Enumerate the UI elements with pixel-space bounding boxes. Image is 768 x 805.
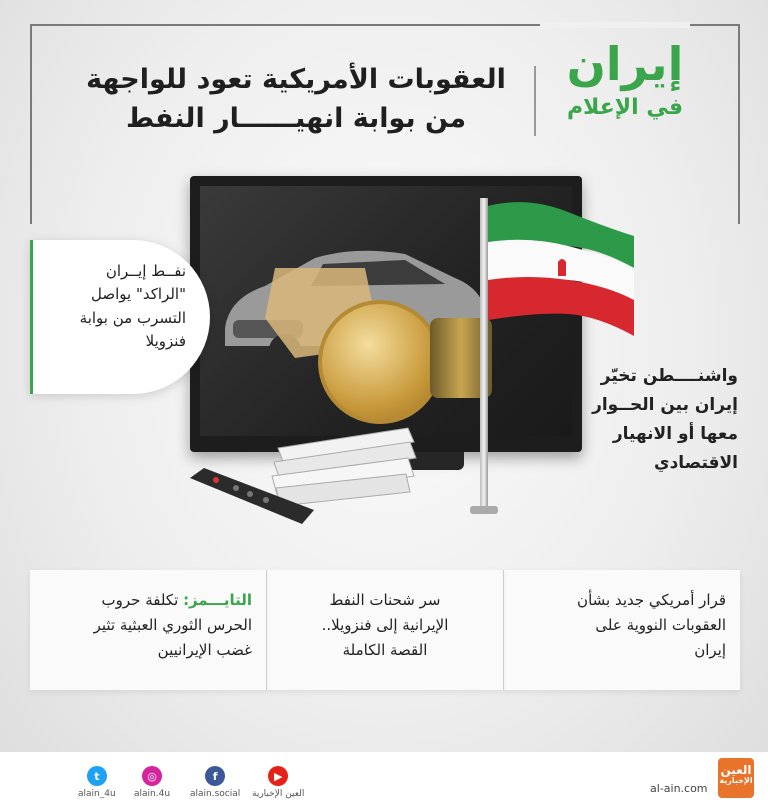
social-label: alain.4u [134,789,171,799]
card-line: قرار أمريكي جديد بشأن [577,591,726,609]
youtube-icon: ▶ [268,766,288,786]
social-twitter[interactable] [78,766,116,799]
card-line: إيران [694,640,726,659]
card-line: الإيرانية إلى فنزويلا.. [321,615,449,634]
card-line-text: تكلفة حروب [101,591,179,609]
card-nuclear-sanctions[interactable] [503,570,740,690]
flag-pole [480,198,488,512]
card-times-report[interactable] [30,570,266,690]
news-cards [30,570,740,690]
social-facebook[interactable] [190,766,240,799]
brand-block [560,38,690,120]
bubble-line-3: التسرب من بوابة [79,308,186,327]
social-label: alain.social [190,789,241,799]
right-line-3: معها أو الانهيار [612,423,738,444]
social-label: alain_4u [78,789,116,799]
coin-illustration [318,300,442,424]
card-line: غضب الإيرانيين [157,640,252,659]
social-youtube[interactable] [252,766,304,799]
site-url[interactable]: al-ain.com [650,782,708,795]
social-instagram[interactable] [134,766,170,799]
brand-subtitle: في الإعلام [566,94,684,120]
right-line-1: واشنــــطن تخيّر [600,366,738,386]
card-line-first [44,588,252,613]
facebook-icon: f [205,766,225,786]
frame-gap [540,22,690,28]
brand-title: إيران [566,37,684,91]
card-line: سر شحنات النفط [329,591,441,609]
footer [0,752,768,805]
logo-text-2: الإخبارية [719,776,753,786]
bubble-line-1: نفــط إيــران [105,262,186,280]
washington-text [578,362,738,478]
twitter-icon: t [87,766,107,786]
bubble-oil-venezuela [30,240,210,394]
card-oil-shipments[interactable] [266,570,503,690]
al-ain-logo [718,758,754,798]
iran-flag-icon [488,196,634,336]
page-title [76,60,516,138]
right-line-2: إيران بين الحــوار [592,394,738,415]
headline-line-2: من بوابة انهيــــــار النفط [125,103,467,135]
card-line: العقوبات النووية على [595,615,726,634]
flag-pole-base [470,506,498,514]
logo-text-1: العين [720,763,752,777]
headline-line-1: العقوبات الأمريكية تعود للواجهة [86,64,506,95]
right-line-4: الاقتصادي [654,452,738,473]
card-line: القصة الكاملة [342,640,428,659]
header-divider [534,66,536,136]
card-source-highlight: التايـــمز: [183,591,252,609]
bubble-line-2: "الراكد" يواصل [91,285,186,304]
card-line: الحرس الثوري العبثية تثير [93,615,252,634]
social-label: العين الإخبارية [252,789,305,799]
bubble-line-4: فنزويلا [145,331,186,350]
instagram-icon: ◎ [142,766,162,786]
remote-control-illustration [186,466,316,526]
